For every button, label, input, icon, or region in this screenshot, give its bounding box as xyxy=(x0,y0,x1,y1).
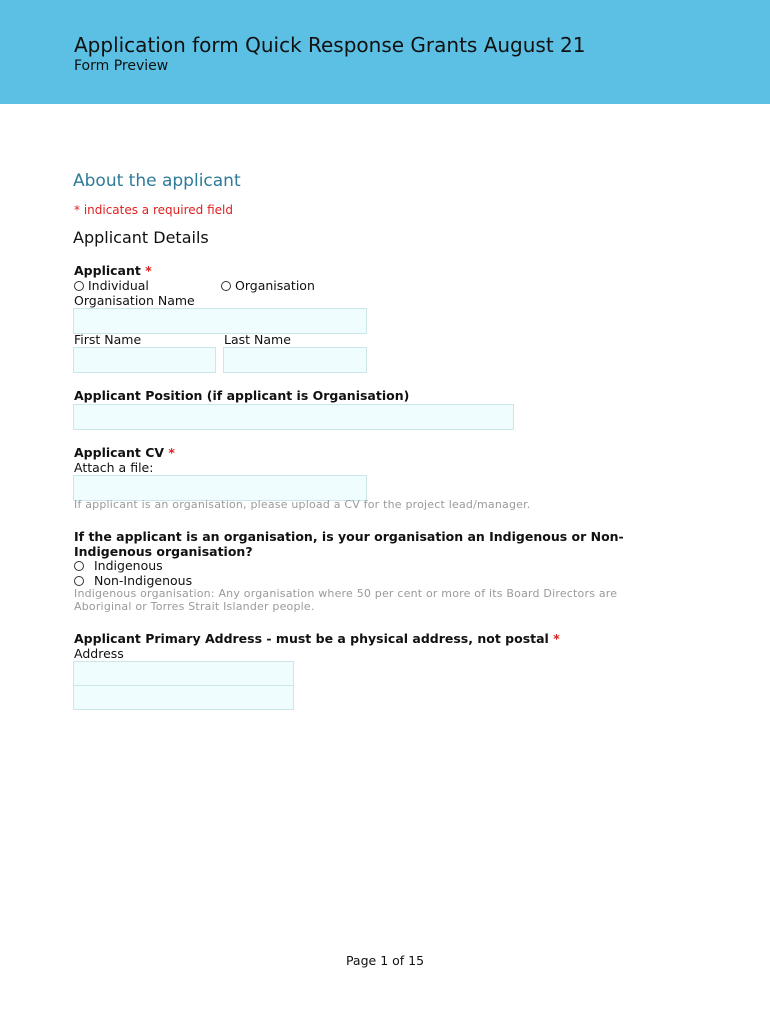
required-mark: * xyxy=(553,631,560,646)
address-line-2-field[interactable] xyxy=(73,685,294,710)
applicant-cv-label xyxy=(74,445,175,460)
applicant-position-label: Applicant Position (if applicant is Organisation) xyxy=(74,388,410,403)
form-title: Application form Quick Response Grants August 21 xyxy=(74,33,586,57)
organisation-name-label: Organisation Name xyxy=(74,293,195,308)
radio-label-individual: Individual xyxy=(88,278,149,293)
attach-file-label: Attach a file: xyxy=(74,460,154,475)
required-mark: * xyxy=(145,263,152,278)
last-name-field[interactable] xyxy=(223,347,367,373)
radio-option-organisation[interactable] xyxy=(221,278,315,293)
required-mark: * xyxy=(168,445,175,460)
applicant-type-label xyxy=(74,263,152,278)
primary-address-label xyxy=(74,631,560,646)
section-title: About the applicant xyxy=(73,171,241,191)
radio-circle-icon[interactable] xyxy=(74,576,84,586)
applicant-position-field[interactable] xyxy=(73,404,514,430)
page-number: Page 1 of 15 xyxy=(345,953,425,968)
form-subtitle: Form Preview xyxy=(74,58,169,74)
radio-label-organisation: Organisation xyxy=(235,278,315,293)
radio-circle-icon[interactable] xyxy=(221,281,231,291)
first-name-field[interactable] xyxy=(73,347,216,373)
address-line-1-field[interactable] xyxy=(73,661,294,686)
radio-label-indigenous: Indigenous xyxy=(94,558,163,573)
indigenous-help-line2: Aboriginal or Torres Strait Islander people. xyxy=(74,600,315,613)
required-field-note: * indicates a required field xyxy=(74,203,233,217)
indigenous-question-label-line1: If the applicant is an organisation, is your organisation an Indigenous or Non- xyxy=(74,529,624,544)
radio-option-indigenous[interactable] xyxy=(74,558,163,573)
subsection-title: Applicant Details xyxy=(73,228,209,247)
indigenous-question-label-line2: Indigenous organisation? xyxy=(74,544,253,559)
header-banner xyxy=(0,0,770,104)
radio-option-individual[interactable] xyxy=(74,278,149,293)
first-name-label: First Name xyxy=(74,332,142,347)
primary-address-label-text: Applicant Primary Address - must be a physical address, not postal xyxy=(74,631,549,646)
applicant-type-label-text: Applicant xyxy=(74,263,141,278)
radio-circle-icon[interactable] xyxy=(74,281,84,291)
applicant-cv-label-text: Applicant CV xyxy=(74,445,165,460)
cv-help-text: If applicant is an organisation, please upload a CV for the project lead/manager. xyxy=(74,498,531,511)
organisation-name-field[interactable] xyxy=(73,308,367,334)
radio-option-non-indigenous[interactable] xyxy=(74,573,192,588)
radio-label-non-indigenous: Non-Indigenous xyxy=(94,573,193,588)
address-label: Address xyxy=(74,646,124,661)
last-name-label: Last Name xyxy=(224,332,291,347)
indigenous-help-line1: Indigenous organisation: Any organisation where 50 per cent or more of its Board Directors are xyxy=(74,587,618,600)
radio-circle-icon[interactable] xyxy=(74,561,84,571)
